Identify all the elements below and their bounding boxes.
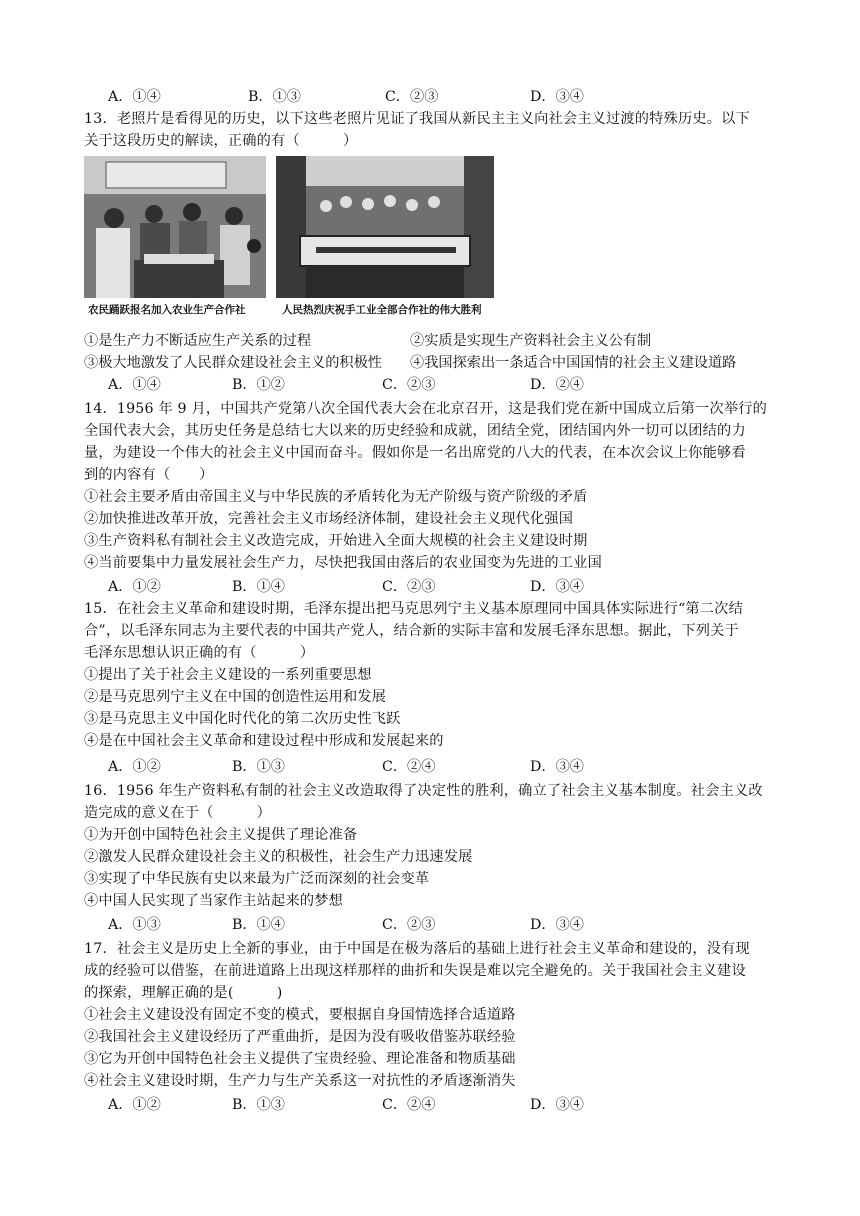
q17-stem-line-1: 17．社会主义是历史上全新的事业，由于中国是在极为落后的基础上进行社会主义革命和建设的，没有现	[84, 941, 750, 957]
q16-statement-1: ①为开创中国特色社会主义提供了理论准备	[84, 827, 358, 843]
q16-statement-2: ②激发人民群众建设社会主义的积极性，社会生产力迅速发展	[84, 849, 473, 865]
q17-stem-line-2: 成的经验可以借鉴，在前进道路上出现这样那样的曲折和失误是难以完全避免的。关于我国社会主义建设	[84, 963, 746, 979]
q13-option-c: C．②③	[382, 377, 436, 393]
q16-statement-3: ③实现了中华民族有史以来最为广泛而深刻的社会变革	[84, 871, 430, 887]
q15-option-c: C．②④	[382, 759, 436, 775]
q13-statements-row-1	[84, 330, 652, 352]
q15-statement-4: ④是在中国社会主义革命和建设过程中形成和发展起来的	[84, 733, 444, 749]
q14-stem-line-4: 到的内容有（ ）	[84, 467, 214, 483]
q17-option-d: D．③④	[530, 1097, 584, 1113]
q13-stem-line-2: 关于这段历史的解读，正确的有（ ）	[84, 133, 358, 149]
q13-stem-line-1: 13．老照片是看得见的历史，以下这些老照片见证了我国从新民主主义向社会主义过渡的特殊历史。以下	[84, 111, 750, 127]
q17-option-b: B．①③	[232, 1097, 285, 1113]
q12-option-d: D．③④	[530, 89, 584, 105]
q13-option-a: A．①④	[108, 377, 161, 393]
q14-stem-line-3: 量，为建设一个伟大的社会主义中国而奋斗。假如你是一名出席党的八大的代表，在本次会议上你能够看	[84, 445, 746, 461]
q14-statement-3: ③生产资料私有制社会主义改造完成，开始进入全面大规模的社会主义建设时期	[84, 533, 588, 549]
q15-statement-1: ①提出了关于社会主义建设的一系列重要思想	[84, 667, 372, 683]
q15-stem-line-2: 合”，以毛泽东同志为主要代表的中国共产党人，结合新的实际丰富和发展毛泽东思想。据此，下列关于	[84, 623, 739, 639]
q16-option-a: A．①③	[108, 917, 161, 933]
q12-option-c: C．②③	[385, 89, 439, 105]
q15-option-a: A．①②	[108, 759, 161, 775]
q17-statement-1: ①社会主义建设没有固定不变的模式，要根据自身国情选择合适道路	[84, 1007, 516, 1023]
q14-statement-1: ①社会主要矛盾由帝国主义与中华民族的矛盾转化为无产阶级与资产阶级的矛盾	[84, 489, 588, 505]
q12-option-a: A．①④	[108, 89, 161, 105]
photo-farmers-signup-image	[84, 156, 266, 298]
q17-statement-2: ②我国社会主义建设经历了严重曲折，是因为没有吸收借鉴苏联经验	[84, 1029, 516, 1045]
q14-statement-4: ④当前要集中力量发展社会生产力，尽快把我国由落后的农业国变为先进的工业国	[84, 555, 602, 571]
q13-option-b: B．①②	[232, 377, 285, 393]
q15-stem-line-3: 毛泽东思想认识正确的有（ ）	[84, 645, 315, 661]
q14-option-a: A．①②	[108, 579, 161, 595]
photo-left-caption: 农民踊跃报名加入农业生产合作社	[88, 304, 246, 316]
q13-statement-3: ③极大地激发了人民群众建设社会主义的积极性	[84, 355, 382, 371]
q13-statement-1: ①是生产力不断适应生产关系的过程	[84, 333, 312, 349]
q15-statement-2: ②是马克思列宁主义在中国的创造性运用和发展	[84, 689, 387, 705]
q16-statement-4: ④中国人民实现了当家作主站起来的梦想	[84, 893, 343, 909]
q16-stem-line-1: 16．1956 年生产资料私有制的社会主义改造取得了决定性的胜利，确立了社会主义基本制度。社会主义改	[84, 783, 763, 799]
q13-option-d: D．②④	[530, 377, 584, 393]
q14-option-d: D．③④	[530, 579, 584, 595]
q13-statement-4: ④我国探索出一条适合中国国情的社会主义建设道路	[410, 355, 737, 371]
q17-statement-4: ④社会主义建设时期，生产力与生产关系这一对抗性的矛盾逐渐消失	[84, 1073, 516, 1089]
q13-statements-row-2	[84, 352, 737, 374]
q15-stem-line-1: 15．在社会主义革命和建设时期，毛泽东提出把马克思列宁主义基本原理同中国具体实际进行“第二次结	[84, 601, 743, 617]
q15-option-b: B．①③	[232, 759, 285, 775]
q16-option-b: B．①④	[232, 917, 285, 933]
q17-stem-line-3: 的探索，理解正确的是( )	[84, 985, 283, 1001]
photo-right-caption: 人民热烈庆祝手工业全部合作社的伟大胜利	[282, 304, 482, 316]
q16-stem-line-2: 造完成的意义在于（ ）	[84, 805, 272, 821]
q17-option-a: A．①②	[108, 1097, 161, 1113]
q14-stem-line-2: 全国代表大会，其历史任务是总结七大以来的历史经验和成就，团结全党，团结国内外一切可以团结的力	[84, 423, 746, 439]
q13-statement-2: ②实质是实现生产资料社会主义公有制	[410, 333, 652, 349]
q15-statement-3: ③是马克思主义中国化时代化的第二次历史性飞跃	[84, 711, 401, 727]
photo-handicraft-celebration	[276, 156, 494, 298]
q16-option-c: C．②③	[382, 917, 436, 933]
q17-statement-3: ③它为开创中国特色社会主义提供了宝贵经验、理论准备和物质基础	[84, 1051, 516, 1067]
q12-option-b: B．①③	[248, 89, 301, 105]
q17-option-c: C．②④	[382, 1097, 436, 1113]
q14-option-c: C．②③	[382, 579, 436, 595]
photo-farmers-signup	[84, 156, 266, 298]
q14-statement-2: ②加快推进改革开放，完善社会主义市场经济体制，建设社会主义现代化强国	[84, 511, 574, 527]
q14-option-b: B．①④	[232, 579, 285, 595]
q15-option-d: D．③④	[530, 759, 584, 775]
q14-stem-line-1: 14．1956 年 9 月，中国共产党第八次全国代表大会在北京召开，这是我们党在新中国成立后第一次举行的	[84, 401, 767, 417]
photo-handicraft-celebration-image	[276, 156, 494, 298]
q16-option-d: D．③④	[530, 917, 584, 933]
